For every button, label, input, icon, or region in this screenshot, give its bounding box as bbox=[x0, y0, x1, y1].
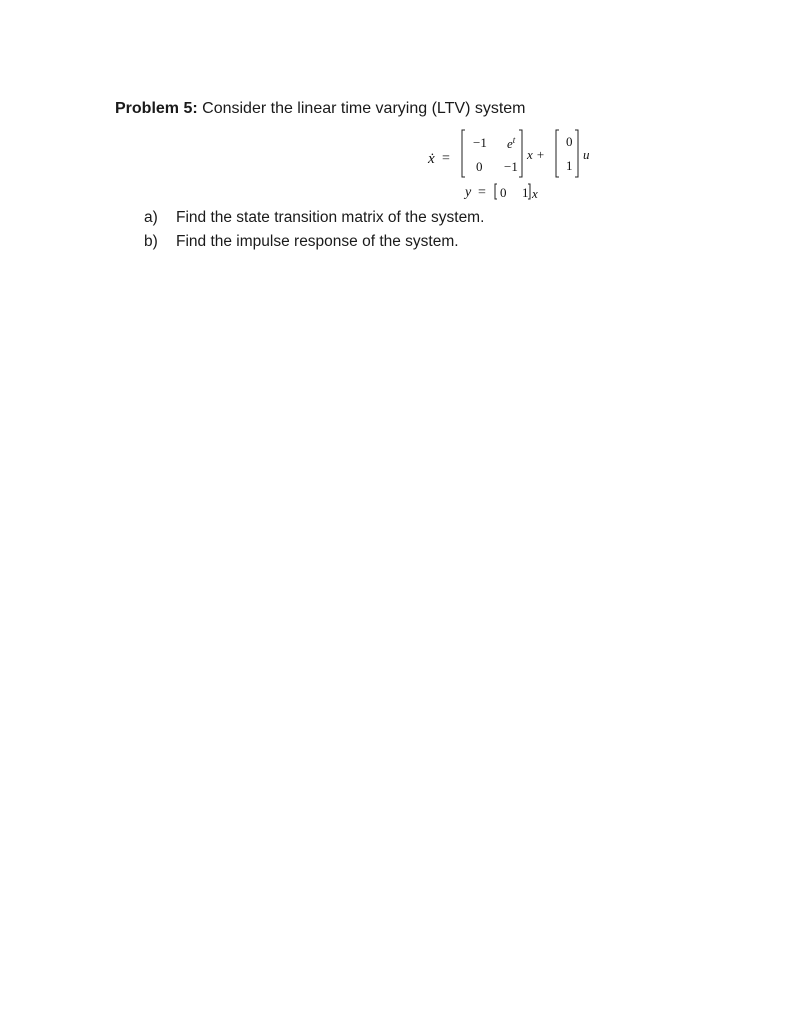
output-equals: = bbox=[478, 185, 486, 200]
matrix-b-r2: 1 bbox=[566, 158, 573, 173]
input-u: u bbox=[583, 147, 590, 162]
matrix-b-right-bracket bbox=[575, 130, 578, 177]
matrix-c-right-bracket bbox=[528, 184, 530, 199]
matrix-c-left-bracket bbox=[495, 184, 497, 199]
matrix-a-right-bracket bbox=[519, 130, 522, 177]
output-x: x bbox=[532, 186, 538, 201]
matrix-a-r2c1: 0 bbox=[476, 159, 483, 174]
matrix-a-left-bracket bbox=[462, 130, 465, 177]
x-dot-symbol: ẋ bbox=[428, 151, 435, 167]
matrix-a-r1c1: −1 bbox=[473, 135, 487, 150]
question-b-text: Find the impulse response of the system. bbox=[176, 233, 459, 250]
question-a-text: Find the state transition matrix of the system. bbox=[176, 209, 485, 226]
question-b-mark: b) bbox=[144, 233, 158, 250]
matrix-c-first: 0 bbox=[500, 185, 507, 200]
question-b bbox=[144, 233, 459, 251]
question-a bbox=[144, 209, 484, 227]
question-a-mark: a) bbox=[144, 209, 158, 226]
problem-label: Problem 5: bbox=[115, 100, 198, 117]
equals-sign: = bbox=[442, 151, 450, 166]
matrix-a-r2c2: −1 bbox=[504, 159, 518, 174]
output-y: y bbox=[465, 185, 472, 200]
problem-intro: Consider the linear time varying (LTV) system bbox=[202, 100, 526, 117]
matrix-a-r1c2: $e^t$ bbox=[507, 135, 516, 151]
matrix-b-left-bracket bbox=[556, 130, 559, 177]
matrix-c-second: 1 bbox=[522, 185, 529, 200]
x-plus-term: x + bbox=[527, 147, 545, 162]
matrix-b-r1: 0 bbox=[566, 134, 573, 149]
